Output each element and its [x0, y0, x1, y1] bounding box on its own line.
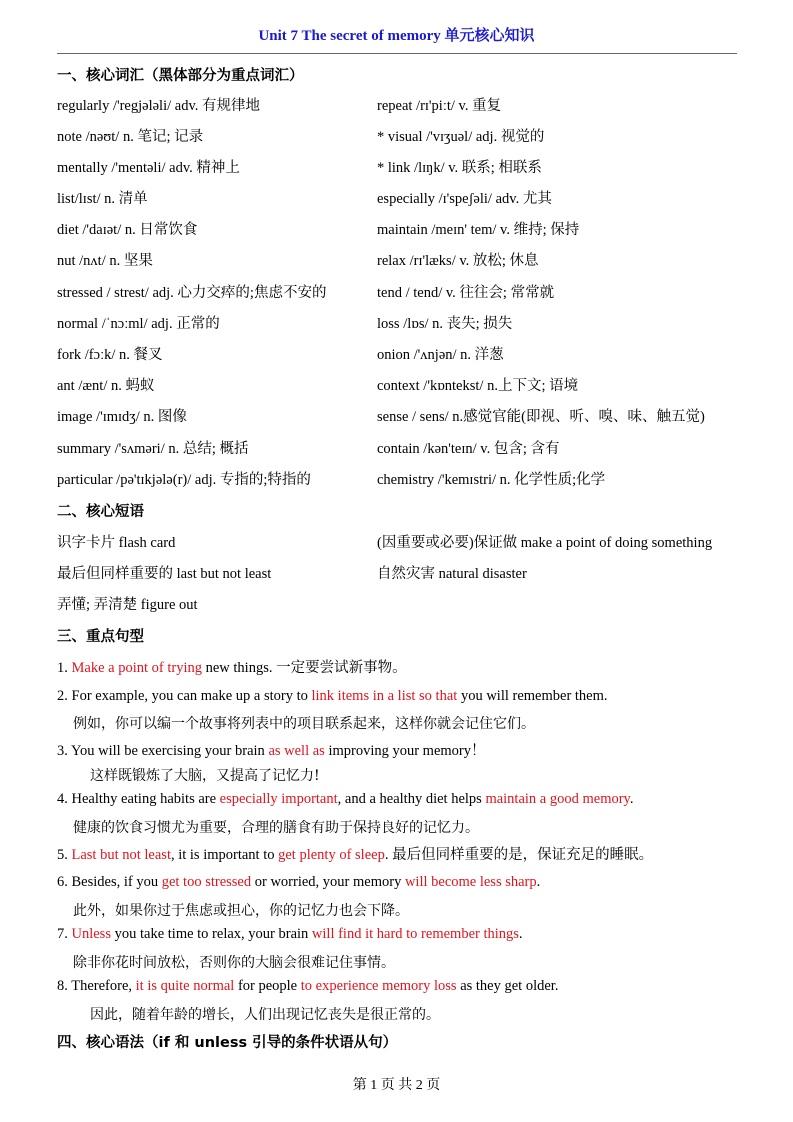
sentence-text: .: [536, 874, 541, 890]
vocab-item: especially /ɪ'speʃəli/ adv. 尤其: [377, 191, 552, 207]
sentence-text: .: [629, 791, 634, 807]
highlighted-phrase: will find it hard to remember things: [311, 926, 519, 942]
sentence-4: [57, 791, 767, 808]
vocab-row: [57, 437, 757, 459]
vocab-item: * link /lɪŋk/ v. 联系; 相联系: [377, 160, 542, 176]
vocab-item: onion /'ʌnjən/ n. 洋葱: [377, 347, 504, 363]
highlighted-phrase: Last but not least: [71, 847, 171, 863]
sentence-text: new things. 一定要尝试新事物。: [201, 660, 407, 676]
sentence-text: 3. You will be exercising your brain: [57, 743, 269, 759]
highlighted-phrase: will become less sharp: [404, 874, 537, 890]
phrase-item: 自然灾害 natural disaster: [377, 566, 527, 582]
highlighted-phrase: get plenty of sleep: [278, 847, 385, 863]
highlighted-phrase: link items in a list so that: [311, 688, 458, 704]
vocab-item: ant /ænt/ n. 蚂蚁: [57, 378, 155, 394]
sentence-text: or worried, your memory: [251, 874, 405, 890]
phrase-item: 最后但同样重要的 last but not least: [57, 566, 272, 582]
sentence-3-translation: 这样既锻炼了大脑，又提高了记忆力!: [90, 768, 320, 784]
sentence-text: 6. Besides, if you: [57, 874, 162, 890]
vocab-item: sense / sens/ n.感觉官能(即视、听、嗅、味、触五觉): [377, 409, 705, 425]
page-footer: 第 1 页 共 2 页: [352, 1078, 441, 1093]
sentence-6-translation: 此外，如果你过于焦虑或担心，你的记忆力也会下降。: [73, 903, 409, 919]
highlighted-phrase: especially important: [219, 791, 338, 807]
vocab-item: diet /'daɪət/ n. 日常饮食: [57, 222, 198, 238]
vocab-item: repeat /rɪ'piːt/ v. 重复: [377, 98, 502, 114]
sentence-4-translation: 健康的饮食习惯尤为重要，合理的膳食有助于保持良好的记忆力。: [73, 820, 479, 836]
vocab-item: contain /kən'teɪn/ v. 包含; 含有: [377, 441, 560, 457]
sentence-7: [57, 926, 767, 943]
sentence-3: [57, 739, 767, 760]
vocab-item: fork /fɔːk/ n. 餐叉: [57, 347, 163, 363]
sentence-text: you take time to relax, your brain: [110, 926, 312, 942]
highlighted-phrase: Make a point of trying: [71, 660, 202, 676]
phrase-row: [57, 531, 757, 553]
vocab-row: [57, 187, 757, 209]
sentence-text: 4. Healthy eating habits are: [57, 791, 220, 807]
sentence-7-translation: 除非你花时间放松，否则你的大脑会很难记住事情。: [73, 955, 395, 971]
sentence-text: 7.: [57, 926, 72, 942]
vocab-item: list/lɪst/ n. 清单: [57, 191, 148, 207]
highlighted-phrase: to experience memory loss: [300, 978, 457, 994]
section-vocab-heading: 一、核心词汇（黑体部分为重点词汇）: [57, 68, 304, 84]
vocab-item: stressed / strest/ adj. 心力交瘁的;焦虑不安的: [57, 285, 327, 301]
sentence-6: [57, 874, 767, 891]
vocab-row: [57, 405, 757, 427]
phrase-row: [57, 593, 757, 615]
vocab-item: normal /ˈnɔːml/ adj. 正常的: [57, 316, 220, 332]
sentence-text: 5.: [57, 847, 72, 863]
vocab-row: [57, 312, 757, 334]
sentence-text: for people: [234, 978, 301, 994]
vocab-item: * visual /'vɪʒuəl/ adj. 视觉的: [377, 129, 545, 145]
vocab-item: image /'ɪmɪdʒ/ n. 图像: [57, 409, 187, 425]
sentence-8-translation: 因此，随着年龄的增长，人们出现记忆丧失是很正常的。: [90, 1007, 440, 1023]
phrase-item: 弄懂; 弄清楚 figure out: [57, 597, 198, 613]
highlighted-phrase: Unless: [71, 926, 111, 942]
phrase-item: (因重要或必要)保证做 make a point of doing something: [377, 535, 713, 551]
section-grammar-heading: 四、核心语法（if 和 unless 引导的条件状语从句）: [57, 1035, 398, 1051]
sentence-2: [57, 688, 767, 705]
vocab-row: [57, 468, 757, 490]
vocab-row: [57, 374, 757, 396]
vocab-row: [57, 281, 757, 303]
sentence-text: 2. For example, you can make up a story to: [57, 688, 312, 704]
vocab-item: note /nəʊt/ n. 笔记; 记录: [57, 129, 204, 145]
sentence-text: as they get older.: [456, 978, 559, 994]
vocab-row: [57, 94, 757, 116]
sentence-2-translation: 例如，你可以编一个故事将列表中的项目联系起来，这样你就会记住它们。: [73, 716, 535, 732]
vocab-row: [57, 156, 757, 178]
highlighted-phrase: get too stressed: [161, 874, 252, 890]
sentence-text: you will remember them.: [457, 688, 608, 704]
vocab-row: [57, 249, 757, 271]
phrase-row: [57, 562, 757, 584]
sentence-8: [57, 978, 767, 995]
highlighted-phrase: maintain a good memory: [485, 791, 630, 807]
vocab-item: summary /'sʌməri/ n. 总结; 概括: [57, 441, 249, 457]
vocab-row: [57, 125, 757, 147]
vocab-row: [57, 218, 757, 240]
title-divider: [57, 53, 737, 54]
sentence-text: . 最后但同样重要的是，保证充足的睡眠。: [384, 847, 654, 863]
vocab-item: loss /lɒs/ n. 丧失; 损失: [377, 316, 513, 332]
highlighted-phrase: it is quite normal: [135, 978, 235, 994]
sentence-text: 8. Therefore,: [57, 978, 136, 994]
sentence-text: improving your memory！: [324, 743, 486, 759]
vocab-item: tend / tend/ v. 往往会; 常常就: [377, 285, 555, 301]
sentence-text: 1.: [57, 660, 72, 676]
vocab-row: [57, 343, 757, 365]
sentence-1: [57, 656, 767, 677]
section-phrases-heading: 二、核心短语: [57, 504, 144, 520]
section-sentences-heading: 三、重点句型: [57, 629, 144, 645]
page-title: Unit 7 The secret of memory 单元核心知识: [258, 28, 535, 44]
phrase-item: 识字卡片 flash card: [57, 535, 176, 551]
sentence-text: .: [518, 926, 523, 942]
vocab-item: maintain /meɪn' tem/ v. 维持; 保持: [377, 222, 580, 238]
highlighted-phrase: as well as: [268, 743, 325, 759]
sentence-text: , it is important to: [170, 847, 279, 863]
vocab-item: mentally /'mentəli/ adv. 精神上: [57, 160, 240, 176]
vocab-item: particular /pə'tɪkjələ(r)/ adj. 专指的;特指的: [57, 472, 311, 488]
sentence-text: , and a healthy diet helps: [337, 791, 486, 807]
vocab-item: nut /nʌt/ n. 坚果: [57, 253, 153, 269]
vocab-item: context /'kɒntekst/ n.上下文; 语境: [377, 378, 579, 394]
vocab-item: regularly /'regjələli/ adv. 有规律地: [57, 98, 260, 114]
vocab-item: relax /rɪ'læks/ v. 放松; 休息: [377, 253, 539, 269]
sentence-5: [57, 843, 767, 864]
vocab-item: chemistry /'kemɪstri/ n. 化学性质;化学: [377, 472, 606, 488]
